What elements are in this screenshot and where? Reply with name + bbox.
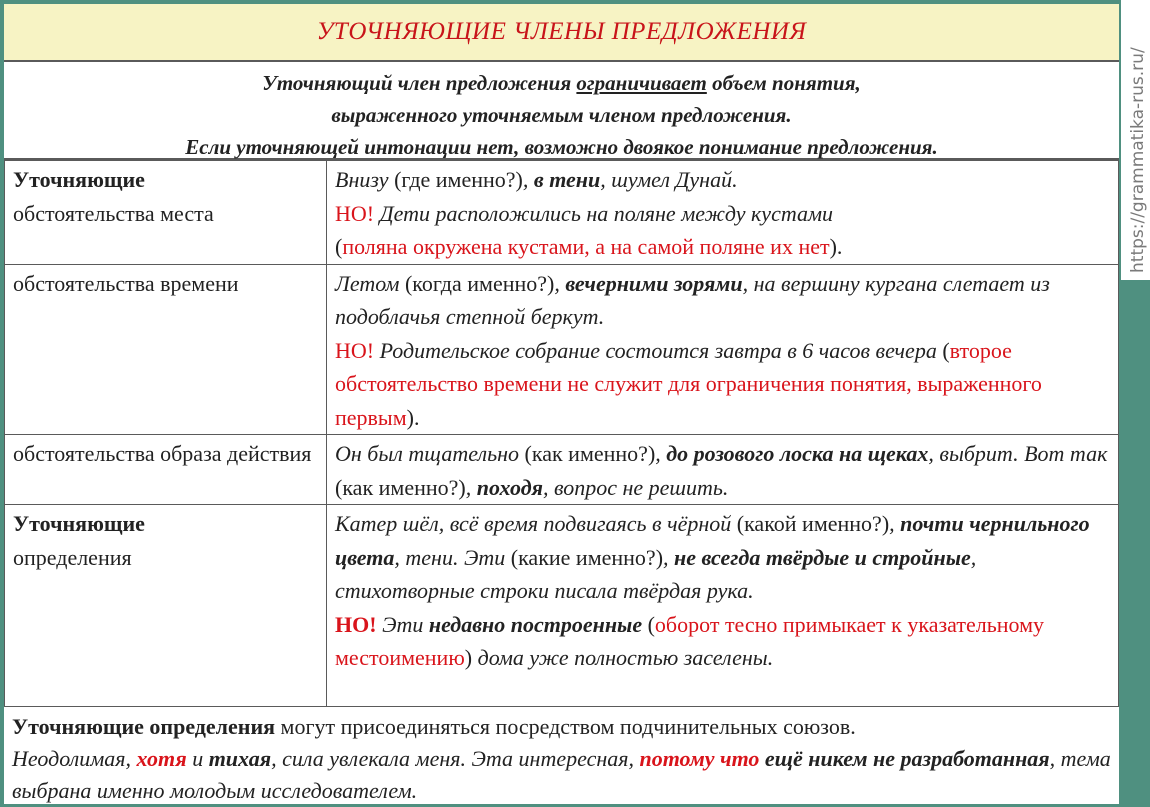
- note-text: поляна окружена кустами, а на самой поляне их нет: [342, 234, 830, 259]
- no-marker: НО!: [335, 337, 375, 363]
- table-row: [5, 505, 1119, 707]
- intro-line-3: Если уточняющей интонации нет, возможно двоякое понимание предложения.: [185, 135, 938, 159]
- row-label-manner: обстоятельства образа действия: [5, 435, 327, 505]
- keyword-underlined: ограничивает: [576, 71, 707, 95]
- watermark-strip: [1121, 0, 1150, 280]
- row-label-attr: Уточняющие определения: [5, 505, 327, 707]
- page-title: УТОЧНЯЮЩИЕ ЧЛЕНЫ ПРЕДЛОЖЕНИЯ: [4, 4, 1119, 62]
- table-row: [5, 264, 1119, 435]
- row-example-place: Внизу (где именно?), в тени, шумел Дунай. НО! Дети расположились на поляне между кустами (поляна окружена кустами, а на самой поляне их нет).: [327, 161, 1119, 265]
- row-label-place: Уточняющие обстоятельства места: [5, 161, 327, 265]
- no-marker: НО!: [335, 611, 377, 637]
- watermark: https://grammatika-rus.ru/: [1128, 47, 1148, 273]
- footer-note: [4, 707, 1119, 807]
- rules-table: [4, 160, 1119, 707]
- no-marker: НО!: [335, 200, 375, 226]
- intro-block: [4, 62, 1119, 160]
- table-row: [5, 161, 1119, 265]
- intro-line-2: выраженного уточняемым членом предложения.: [331, 103, 792, 127]
- footer-line-1: Уточняющие определения могут присоединяться посредством подчинительных союзов.: [12, 714, 856, 739]
- row-example-manner: Он был тщательно (как именно?), до розового лоска на щеках, выбрит. Вот так (как именно?), походя, вопрос не решить.: [327, 435, 1119, 505]
- row-example-time: Летом (когда именно?), вечерними зорями, на вершину кургана слетает из подоблачья степной беркут. НО! Родительское собрание состоится завтра в 6 часов вечера (второе обстоятельство времени не служит для ограничения понятия, выраженного первым).: [327, 264, 1119, 435]
- note-text: второе обстоятельство времени не служит для ограничения понятия, выраженного первым: [335, 337, 1042, 430]
- note-text: оборот тесно примыкает к указательному местоимению: [335, 611, 1045, 670]
- intro-line-1: Уточняющий член предложения ограничивает объем понятия,: [262, 71, 861, 95]
- footer-example: Неодолимая, хотя и тихая, сила увлекала меня. Эта интересная, потому что ещё никем не разработанная, тема выбрана именно молодым исследователем.: [12, 746, 1111, 803]
- row-label-time: обстоятельства времени: [5, 264, 327, 435]
- row-example-attr: Катер шёл, всё время подвигаясь в чёрной (какой именно?), почти чернильного цвета, тени. Эти (какие именно?), не всегда твёрдые и стройные, стихотворные строки писала твёрдая рука. НО! Эти недавно построенные (оборот тесно примыкает к указательному местоимению) дома уже полностью заселены.: [327, 505, 1119, 707]
- table-row: [5, 435, 1119, 505]
- page: [4, 4, 1119, 804]
